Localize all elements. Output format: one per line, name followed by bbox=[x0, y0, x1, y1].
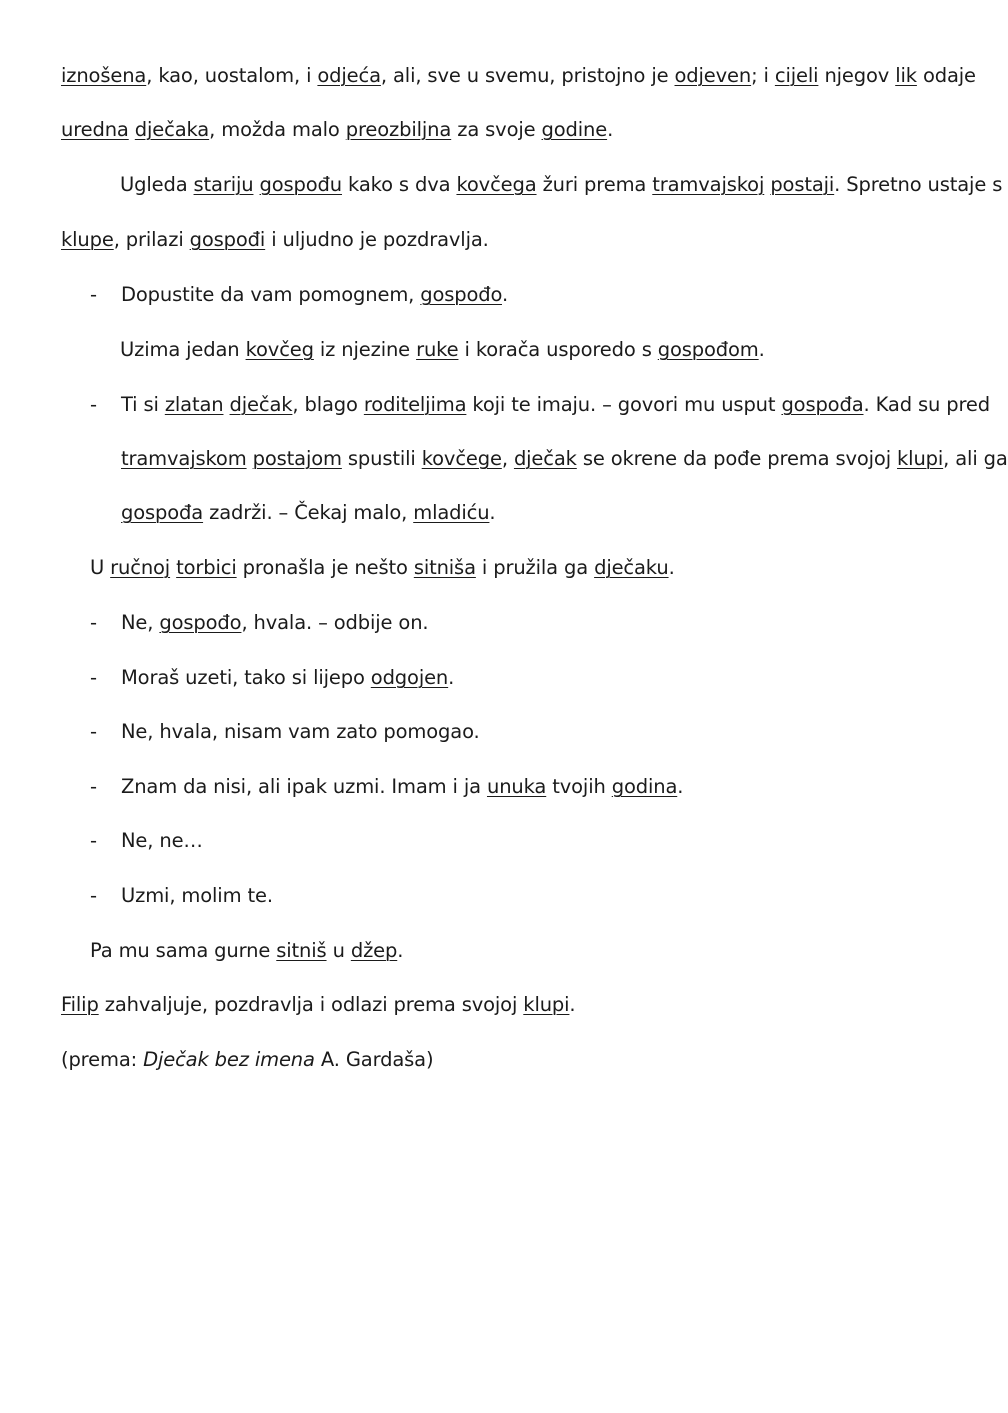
underlined-word: ruke bbox=[416, 338, 459, 361]
text-run: . bbox=[569, 993, 576, 1016]
underlined-word: odjeća bbox=[317, 64, 381, 87]
underlined-word: lik bbox=[895, 64, 917, 87]
text-line bbox=[61, 64, 976, 88]
underlined-word: gospođu bbox=[259, 173, 342, 196]
text-run: . Kad su pred bbox=[863, 393, 990, 416]
text-run: tvojih bbox=[546, 775, 612, 798]
text-run: Ne, ne… bbox=[121, 829, 203, 852]
underlined-word: gospođa bbox=[121, 501, 204, 524]
dialogue-dash: - bbox=[90, 884, 97, 907]
underlined-word: dječak bbox=[513, 447, 577, 470]
text-run: . bbox=[758, 338, 765, 361]
underlined-word: roditeljima bbox=[363, 393, 467, 416]
text-run: , ali ga bbox=[943, 447, 1008, 470]
text-line bbox=[120, 338, 765, 362]
text-run: Uzmi, molim te. bbox=[121, 884, 273, 907]
text-line bbox=[61, 228, 489, 252]
text-line bbox=[121, 501, 495, 525]
underlined-word: postaji bbox=[770, 173, 835, 196]
text-run: spustili bbox=[341, 447, 422, 470]
text-run: Pa mu sama gurne bbox=[90, 939, 277, 962]
underlined-word: stariju bbox=[193, 173, 254, 196]
underlined-word: klupi bbox=[897, 447, 944, 470]
underlined-word: mladiću bbox=[413, 501, 490, 524]
text-line bbox=[121, 666, 454, 690]
text-run: i uljudno je pozdravlja. bbox=[265, 228, 489, 251]
text-run: , možda malo bbox=[209, 118, 346, 141]
text-run: A. Gardaša) bbox=[314, 1048, 434, 1071]
dialogue-dash: - bbox=[90, 393, 97, 416]
underlined-word: odjeven bbox=[674, 64, 752, 87]
underlined-word: dječaka bbox=[134, 118, 210, 141]
text-run: , bbox=[501, 447, 514, 470]
text-run: odaje bbox=[916, 64, 976, 87]
dialogue-dash: - bbox=[90, 775, 97, 798]
text-run: se okrene da pođe prema svojoj bbox=[576, 447, 898, 470]
underlined-word: gospođo bbox=[420, 283, 502, 306]
text-run: . bbox=[397, 939, 404, 962]
text-run: . bbox=[607, 118, 614, 141]
text-line bbox=[61, 993, 575, 1017]
text-run: u bbox=[326, 939, 351, 962]
text-run: . bbox=[501, 283, 509, 306]
text-run: , ali, sve u svemu, pristojno je bbox=[380, 64, 675, 87]
underlined-word: sitniš bbox=[276, 939, 327, 962]
underlined-word: sitniša bbox=[413, 556, 476, 579]
text-line bbox=[61, 118, 613, 142]
underlined-word: gospođom bbox=[657, 338, 759, 361]
text-run: Ne, hvala, nisam vam zato pomogao. bbox=[121, 720, 480, 743]
underlined-word: gospođo bbox=[159, 611, 242, 634]
text-run: Uzima jedan bbox=[120, 338, 246, 361]
dialogue-dash: - bbox=[90, 611, 97, 634]
text-line bbox=[121, 720, 480, 744]
underlined-word: godine bbox=[541, 118, 608, 141]
underlined-word: uredna bbox=[61, 118, 129, 141]
underlined-word: gospođi bbox=[189, 228, 266, 251]
text-line bbox=[90, 556, 675, 580]
text-run: . Spretno ustaje s bbox=[834, 173, 1003, 196]
text-line bbox=[121, 829, 203, 853]
text-line bbox=[90, 939, 403, 963]
underlined-word: iznošena bbox=[61, 64, 147, 87]
text-run: Moraš uzeti, tako si lijepo bbox=[121, 666, 371, 689]
text-line bbox=[121, 283, 508, 307]
underlined-word: unuka bbox=[486, 775, 547, 798]
underlined-word: ručnoj bbox=[110, 556, 171, 579]
text-line bbox=[120, 173, 1002, 197]
text-run: zadrži. – Čekaj malo, bbox=[203, 501, 414, 524]
text-run: za svoje bbox=[451, 118, 542, 141]
underlined-word: Filip bbox=[61, 993, 99, 1016]
text-run: Ne, bbox=[121, 611, 160, 634]
underlined-word: kovčege bbox=[421, 447, 502, 470]
underlined-word: tramvajskoj bbox=[652, 173, 765, 196]
dialogue-dash: - bbox=[90, 829, 97, 852]
text-run: . bbox=[448, 666, 455, 689]
dialogue-dash: - bbox=[90, 283, 97, 306]
text-run: zahvaljuje, pozdravlja i odlazi prema svojoj bbox=[98, 993, 524, 1016]
text-run: Ugleda bbox=[120, 173, 194, 196]
underlined-word: kovčeg bbox=[245, 338, 314, 361]
underlined-word: dječak bbox=[229, 393, 293, 416]
underlined-word: postajom bbox=[252, 447, 342, 470]
text-run: i korača usporedo s bbox=[458, 338, 658, 361]
text-run: kako s dva bbox=[342, 173, 457, 196]
text-run: Dopustite da vam pomognem, bbox=[121, 283, 421, 306]
underlined-word: odgojen bbox=[370, 666, 449, 689]
text-run: (prema: bbox=[61, 1048, 144, 1071]
text-run: Znam da nisi, ali ipak uzmi. Imam i ja bbox=[121, 775, 487, 798]
underlined-word: godina bbox=[611, 775, 678, 798]
text-line bbox=[121, 611, 428, 635]
text-run: koji te imaju. – govori mu usput bbox=[466, 393, 782, 416]
text-line bbox=[121, 393, 990, 417]
text-line bbox=[121, 447, 1008, 471]
underlined-word: cijeli bbox=[774, 64, 819, 87]
text-run: njegov bbox=[818, 64, 896, 87]
text-line bbox=[121, 884, 273, 908]
underlined-word: klupe bbox=[61, 228, 114, 251]
dialogue-dash: - bbox=[90, 720, 97, 743]
text-run: , kao, uostalom, i bbox=[146, 64, 318, 87]
underlined-word: kovčega bbox=[456, 173, 537, 196]
text-run: Ti si bbox=[121, 393, 165, 416]
underlined-word: tramvajskom bbox=[121, 447, 247, 470]
text-run: , blago bbox=[292, 393, 364, 416]
text-run: i pružila ga bbox=[475, 556, 595, 579]
underlined-word: dječaku bbox=[594, 556, 669, 579]
text-run: ; i bbox=[751, 64, 775, 87]
text-run: žuri prema bbox=[536, 173, 653, 196]
text-run: . bbox=[677, 775, 684, 798]
text-run: , prilazi bbox=[113, 228, 190, 251]
book-title: Dječak bez imena bbox=[143, 1048, 315, 1071]
text-run: . bbox=[668, 556, 675, 579]
text-run: U bbox=[90, 556, 111, 579]
text-run: pronašla je nešto bbox=[236, 556, 414, 579]
text-run: , hvala. – odbije on. bbox=[241, 611, 429, 634]
underlined-word: torbici bbox=[176, 556, 237, 579]
text-line bbox=[61, 1048, 433, 1072]
underlined-word: džep bbox=[350, 939, 398, 962]
text-run: . bbox=[489, 501, 496, 524]
text-run: iz njezine bbox=[313, 338, 417, 361]
underlined-word: preozbiljna bbox=[345, 118, 452, 141]
dialogue-dash: - bbox=[90, 666, 97, 689]
underlined-word: zlatan bbox=[164, 393, 224, 416]
underlined-word: klupi bbox=[523, 993, 570, 1016]
underlined-word: gospođa bbox=[781, 393, 864, 416]
text-line bbox=[121, 775, 683, 799]
